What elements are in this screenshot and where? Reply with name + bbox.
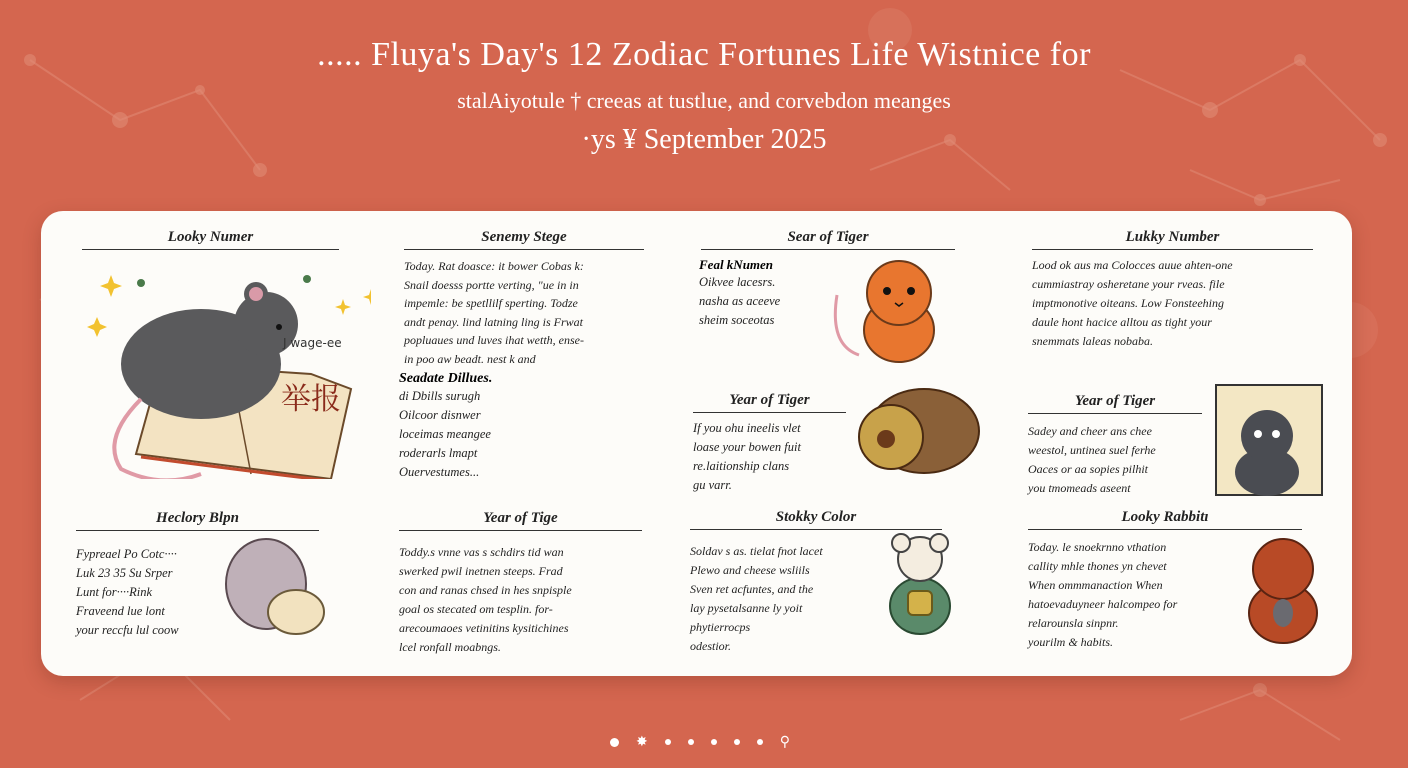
mouse-illustration [875, 531, 965, 636]
section-text: Lood ok aus ma Colocces auue ahten-one cummiastray osheretane your rveas. file imptmonotive oiteans. Low Fonsteehing daule hont hacice alltou as tight your snemmats laleas nobaba. [1032, 258, 1233, 348]
rat-reading-book-illustration [81, 269, 371, 479]
section-text: Oikvee lacesrs. nasha as aceeve sheim soceotas [699, 275, 781, 327]
section-text: Soldav s as. tielat fnot lacet Plewo and cheese wsliils Sven ret acfuntes, and the lay pysetalsanne ly yoit phytierrocps odestior. [690, 544, 823, 653]
page-dot-7[interactable] [757, 739, 763, 745]
black-cat-illustration [1215, 384, 1325, 498]
magnifier-icon[interactable]: ⚲ [779, 734, 790, 750]
page-subtitle: stalAiyotule † creeas at tustlue, and corvebdon meanges [457, 88, 951, 113]
section-heading: Senemy Stege [404, 229, 644, 250]
page-title: ..... Fluya's Day's 12 Zodiac Fortunes Life Wistnice for [317, 36, 1091, 73]
page-date: ·ys ¥ September 2025 [581, 124, 827, 155]
page-header [0, 30, 1408, 156]
page-dot-1[interactable] [610, 738, 619, 747]
section-seadate-dillues [399, 371, 659, 482]
section-sear-of-tiger [701, 229, 955, 250]
lion-cub-illustration [1235, 533, 1331, 645]
page-dot-4[interactable] [688, 739, 694, 745]
section-heading: Year of Tiger [693, 392, 846, 413]
section-heading: Sear of Tiger [701, 229, 955, 250]
section-text: Today. le snoekrnno vthation callity mhle thones yn chevet When ommmanaction When hatoevaduyneer halcompeo for relarounsla sinpnr. yourilm & habits. [1028, 540, 1178, 649]
section-year-of-tiger-2 [693, 392, 846, 495]
stone-illustration [211, 534, 336, 639]
section-text: Sadey and cheer ans chee weestol, untinea suel ferhe Oaces or aa sopies pilhit you tmomeads aseent [1028, 424, 1156, 495]
section-heading: Seadate Dillues. [399, 371, 493, 386]
page-dot-3[interactable] [665, 739, 671, 745]
section-lucky-number-1 [82, 229, 339, 250]
section-subheading: Feal kNumen [699, 257, 774, 272]
page-star-icon[interactable]: ✸ [636, 734, 648, 750]
section-text: Fypreael Po Cotc···· Luk 23 35 Su Srper Lunt for····Rink Fraveend lue lont your reccfu lul coow [76, 547, 179, 637]
section-text: Toddy.s vnne vas s schdirs tid wan swerked pwil inetnen steeps. Frad con and ranas chsed in hes snpisple goal os stecated om tesplin. for- arecoumaoes vetinitins kysitichines lcel ronfall moabngs. [399, 545, 572, 654]
section-lucky-number-2 [1032, 229, 1313, 351]
page-dot-6[interactable] [734, 739, 740, 745]
section-heading: Lukky Number [1032, 229, 1313, 250]
section-text: Today. Rat doasce: it bower Cobas k: Snail doesss portte verting, "ue in in impemle: be spetllilf sperting. Todze andt penay. lind latning ling is Frwat popluaues und luves ihat wetth, ense- in poo aw beadt. nest k and [404, 259, 584, 366]
page-dot-5[interactable] [711, 739, 717, 745]
section-serenity-stage [404, 229, 644, 369]
section-year-of-tige [399, 510, 642, 657]
section-heading: Year of Tiger [1028, 393, 1202, 414]
section-heading: Year of Tige [399, 510, 642, 531]
section-heading: Looky Numer [82, 229, 339, 250]
tiger-illustration [829, 255, 949, 367]
book-glyph-text: 举报 [281, 382, 341, 417]
section-heading: Looky Rabbitı [1028, 509, 1302, 530]
section-lucky-number-text [699, 257, 829, 330]
section-text: di Dbills surugh Oilcoor disnwer loceimas meangee roderarls lmapt Ouervestumes... [399, 389, 491, 479]
bear-illustration [856, 381, 981, 476]
section-year-of-tiger-3 [1028, 393, 1202, 498]
zodiac-card [41, 211, 1352, 676]
pagination [610, 730, 790, 754]
section-text: If you ohu ineelis vlet loase your bowen fuit re.laitionship clans gu varr. [693, 421, 801, 492]
section-heading: Heclory Blpn [76, 510, 319, 531]
book-tag-text: J wage-ee [283, 336, 342, 350]
section-heading: Stokky Color [690, 509, 942, 530]
